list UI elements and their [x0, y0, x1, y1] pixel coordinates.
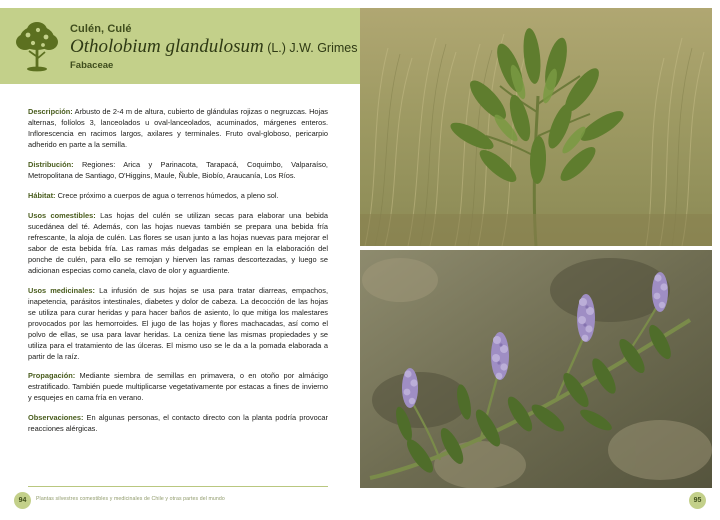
section-text: Regiones: Arica y Parinacota, Tarapacá, Coquimbo, Valparaíso, Metropolitana de Santiago, O'Higgins, Maule, Ñuble, Biobío, Araucanía, Los Ríos.	[28, 160, 328, 181]
section-text: La infusión de sus hojas se usa para tratar diarreas, empachos, inapetencia, parásitos intestinales, diabetes y dolor de cabeza. La decocción de las hojas se utiliza para curar heridas y para hacer baños de asiento, lo que mitiga los malestares provocados por las hemorroides. El jugo de las hojas y flores machacadas, así como el polvo de ellas, se usa para lavar heridas. La ceniza tiene las mismas propiedades y se utiliza para el tratamiento de las úlceras. El mismo uso se le da a la pomada elaborada a partir de la raíz.	[28, 285, 328, 361]
plant-flowers-photo	[360, 250, 712, 488]
section-usos-comestibles	[28, 211, 328, 277]
section-text: Mediante siembra de semillas en primavera, o en otoño por almácigo estratificado. También puede multiplicarse vegetativamente por estacas a fines de invierno y esquejes en cama fría en verano.	[28, 371, 328, 403]
section-text: Crece próximo a cuerpos de agua o terrenos húmedos, a pleno sol.	[55, 191, 279, 201]
plant-habit-photo	[360, 8, 712, 246]
footer-note: Plantas silvestres comestibles y medicinales de Chile y otras partes del mundo	[36, 496, 225, 502]
footer-divider	[28, 486, 328, 487]
section-label: Usos comestibles:	[28, 211, 96, 221]
tree-icon	[14, 18, 60, 74]
section-label: Hábitat:	[28, 191, 56, 201]
species-header-text	[70, 21, 357, 72]
section-label: Observaciones:	[28, 413, 84, 423]
section-label: Descripción:	[28, 107, 73, 117]
family-name: Fabaceae	[70, 60, 114, 72]
scientific-name-line	[70, 37, 357, 58]
section-text: Las hojas del culén se utilizan secas para elaborar una bebida sucedánea del té. Además, con las hojas nuevas también se prepara una bebida fría refrescante, la aloja de culén. Las flores se usan junto a las hojas nuevas para mejorar el sabor de esta bebida fría. Las ramas más delgadas se emplean en la elaboración del ponche de culén, para ello se remojan y hierven las ramas descortezadas, y luego se adicionan especias como canela, clavo de olor y aguardiente.	[28, 211, 328, 275]
scientific-name: Otholobium glandulosum	[70, 35, 264, 57]
section-label: Usos medicinales:	[28, 285, 95, 295]
section-distribucion	[28, 160, 328, 182]
section-label: Distribución:	[28, 160, 74, 170]
description-column	[28, 100, 328, 435]
species-header	[0, 8, 360, 84]
section-text: En algunas personas, el contacto directo con la planta podría provocar reacciones alérgicas.	[28, 413, 328, 434]
page-number-left: 94	[14, 492, 31, 509]
section-propagacion	[28, 371, 328, 404]
section-text: Arbusto de 2-4 m de altura, cubierto de glándulas rojizas o negruzcas. Hojas alternas, folíolos 3, lanceolados u oval-lanceolados, acuminados, márgenes enteros. Inflorescencia en racimos largos, axilares y terminales. Fruto oval-globoso, pericarpio adherido en parte a la semilla.	[28, 107, 328, 150]
scientific-author-text: (L.) J.W. Grimes	[267, 40, 358, 55]
section-observaciones	[28, 413, 328, 435]
section-usos-medicinales	[28, 286, 328, 363]
common-name: Culén, Culé	[70, 22, 132, 35]
section-descripcion	[28, 107, 328, 151]
page-number-right: 95	[689, 492, 706, 509]
section-habitat	[28, 191, 328, 202]
section-label: Propagación:	[28, 371, 76, 381]
